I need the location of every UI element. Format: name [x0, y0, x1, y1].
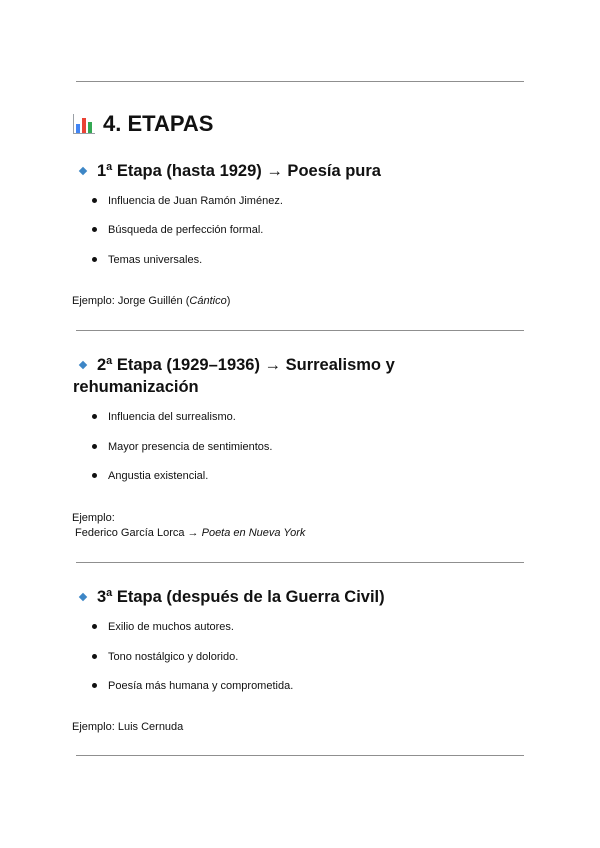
- divider: [76, 562, 524, 563]
- list-item: Tono nostálgico y dolorido.: [108, 651, 239, 663]
- divider: [76, 755, 524, 756]
- list-item: Temas universales.: [108, 254, 203, 266]
- list-item: Poesía más humana y comprometida.: [108, 680, 294, 692]
- bar-chart-icon: [73, 114, 95, 134]
- list-item: Angustia existencial.: [108, 470, 209, 482]
- page-title: [73, 109, 213, 139]
- section-2-example-label: Ejemplo:: [72, 512, 115, 524]
- example-author: Federico García Lorca →: [72, 527, 202, 539]
- section-2-example: [72, 526, 305, 540]
- example-suffix: ): [226, 295, 231, 307]
- example-work: Cántico: [189, 295, 227, 307]
- section-1-title-text: 1ª Etapa (hasta 1929) → Poesía pura: [97, 162, 381, 180]
- list-item: Exilio de muchos autores.: [108, 621, 234, 633]
- page-title-text: 4. ETAPAS: [103, 111, 214, 136]
- section-3-title: [73, 586, 533, 608]
- section-2-title-line2: rehumanización: [73, 378, 199, 396]
- chart-bar: [88, 122, 92, 133]
- chart-bar: [76, 124, 80, 133]
- section-3-title-text: 3ª Etapa (después de la Guerra Civil): [97, 588, 385, 606]
- chart-bar: [82, 118, 86, 133]
- list-item: Influencia del surrealismo.: [108, 411, 236, 423]
- section-2-title: [73, 354, 533, 398]
- list-item: Búsqueda de perfección formal.: [108, 224, 264, 236]
- example-work: Poeta en Nueva York: [201, 527, 306, 539]
- section-1-example: [72, 294, 230, 308]
- divider: [76, 81, 524, 82]
- section-1-title: [73, 160, 533, 182]
- section-2-title-line1: 2ª Etapa (1929–1936) → Surrealismo y: [97, 356, 395, 374]
- diamond-icon: [79, 166, 87, 174]
- list-item: Influencia de Juan Ramón Jiménez.: [108, 195, 283, 207]
- divider: [76, 330, 524, 331]
- section-3-example: Ejemplo: Luis Cernuda: [72, 721, 184, 733]
- list-item: Mayor presencia de sentimientos.: [108, 441, 273, 453]
- example-prefix: Ejemplo: Jorge Guillén (: [72, 295, 190, 307]
- diamond-icon: [79, 360, 87, 368]
- diamond-icon: [79, 592, 87, 600]
